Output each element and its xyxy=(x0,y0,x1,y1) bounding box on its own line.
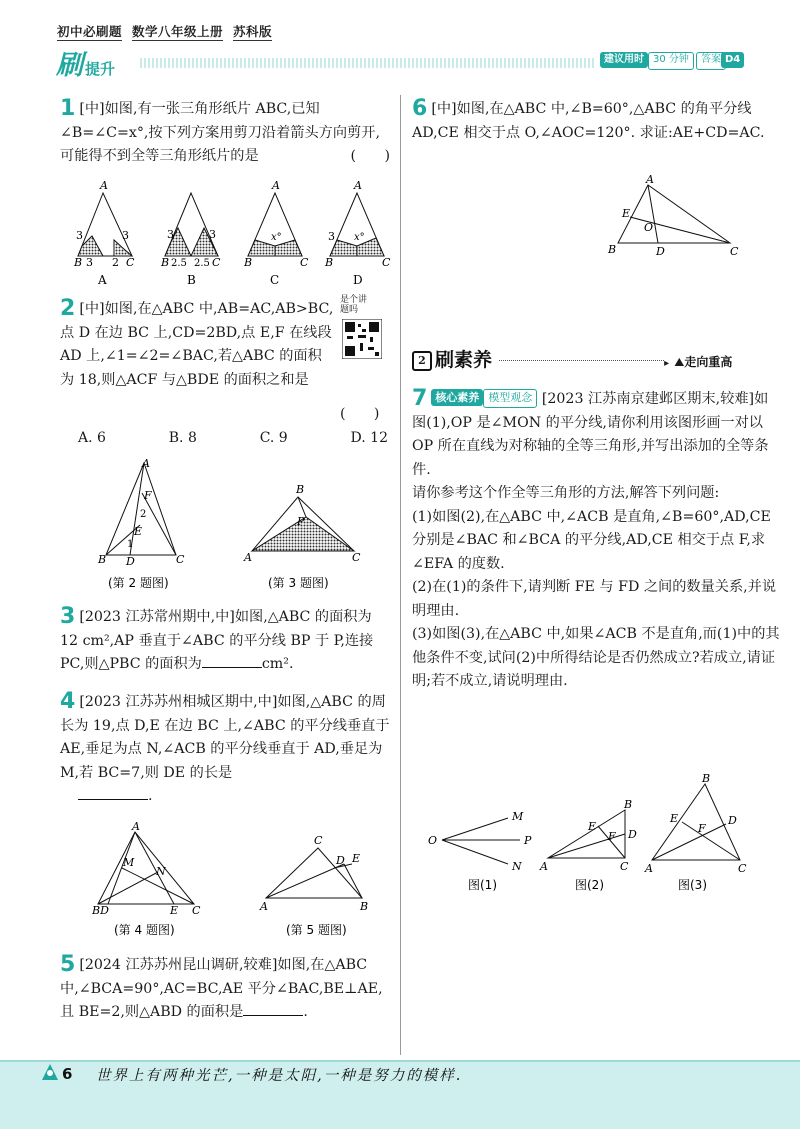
qr-caption: 是个讲题吗 xyxy=(340,295,368,315)
label: A xyxy=(540,860,548,873)
label: N xyxy=(512,860,522,873)
option-d-figure xyxy=(324,180,391,287)
option-c-figure xyxy=(243,180,309,287)
label: B xyxy=(244,256,253,269)
question-5 xyxy=(60,954,390,1025)
footer-line xyxy=(0,1060,800,1062)
label: 2.5 xyxy=(194,258,210,269)
label: 3 xyxy=(167,228,174,241)
label: x° xyxy=(354,232,365,243)
section-badge: 2 xyxy=(412,351,432,371)
fig2-caption: 图(2) xyxy=(575,878,604,892)
label: E xyxy=(134,525,143,538)
section-header xyxy=(412,345,782,371)
q3-figure xyxy=(243,483,361,564)
label: D xyxy=(126,555,135,568)
q5-fig-caption: (第 5 题图) xyxy=(286,923,347,937)
q4-fig-caption: (第 4 题图) xyxy=(114,923,175,937)
q2-q3-figures xyxy=(90,455,390,595)
option-label: C xyxy=(270,273,280,287)
series-subject: 数学八年级上册 xyxy=(132,24,224,39)
label: A xyxy=(244,551,252,564)
q7-figure-3 xyxy=(644,772,747,875)
question-text: [中]如图,有一张三角形纸片 ABC,已知∠B=∠C=x°,按下列方案用剪刀沿着箭头方向剪开,可能得不到全等三角形纸片的是 xyxy=(60,101,380,164)
label: C xyxy=(300,256,309,269)
label: B xyxy=(624,798,633,811)
arrow-icon: ▸ xyxy=(664,358,670,369)
fig1-caption: 图(1) xyxy=(468,878,497,892)
tag-model-concept: 模型观念 xyxy=(483,389,537,408)
question-text-end: cm². xyxy=(261,656,294,672)
book-series-header xyxy=(57,22,282,40)
option-b[interactable]: B. 8 xyxy=(168,430,197,446)
time-value: 30 分钟 xyxy=(648,52,694,70)
question-text: [中]如图,在△ABC 中,AB=AC,AB>BC,点 D 在边 BC 上,CD=2BD,点 E,F 在线段 AD 上,∠1=∠2=∠BAC,若△ABC 的面积为 18,则△ACF 与△BDE 的面积之和是 xyxy=(60,301,334,388)
label: 3 xyxy=(209,228,216,241)
q6-figure xyxy=(600,175,750,265)
label: 2 xyxy=(140,509,147,520)
label: B xyxy=(608,243,617,256)
section-brand xyxy=(56,43,115,82)
question-part-1: (1)如图(2),在△ABC 中,∠ACB 是直角,∠B=60°,AD,CE 分别是∠BAC 和∠BCA 的平分线,AD,CE 相交于点 F,求∠EFA 的度数. xyxy=(412,508,771,572)
label: C xyxy=(212,256,221,269)
q5-figure xyxy=(259,834,368,913)
question-text: 如图(1),OP 是∠MON 的平分线,请你利用该图形画一对以 OP 所在直线为对称轴的全等三角形,并写出添加的全等条件. xyxy=(412,391,769,478)
label: A xyxy=(645,862,653,875)
label: C xyxy=(176,553,185,566)
label: B xyxy=(74,256,83,269)
label: A xyxy=(272,180,280,192)
label: E xyxy=(622,207,631,220)
label: B xyxy=(296,483,305,496)
q7-figure-2 xyxy=(539,798,637,873)
label: D xyxy=(728,814,737,827)
q2-options xyxy=(78,430,388,446)
answer-page: D4 xyxy=(721,52,744,68)
time-label: 建议用时 xyxy=(600,52,648,68)
label: 3 xyxy=(122,229,129,242)
question-number: 1 xyxy=(60,96,76,121)
question-part-3: (3)如图(3),在△ABC 中,如果∠ACB 不是直角,而(1)中的其他条件不变,试问(2)中所得结论是否仍然成立?若成立,请证明;若不成立,请说明理由. xyxy=(412,626,780,689)
question-6 xyxy=(412,98,782,145)
label: F xyxy=(144,489,152,502)
section-subtitle: 走向重高 xyxy=(684,355,733,369)
label: E xyxy=(588,820,597,833)
answer-paren: ( ) xyxy=(350,148,390,164)
answer-paren: ( ) xyxy=(340,406,380,422)
label: C xyxy=(126,256,135,269)
section-dotted-line xyxy=(499,360,664,361)
label: B xyxy=(325,256,334,269)
q2-figure xyxy=(97,457,185,568)
header-dotted-band xyxy=(140,58,595,68)
label: A xyxy=(354,180,362,192)
question-2 xyxy=(60,298,335,392)
label: C xyxy=(738,862,747,875)
label: A xyxy=(646,175,654,186)
label: D xyxy=(336,854,345,867)
question-7 xyxy=(412,388,782,694)
question-part-2: (2)在(1)的条件下,请判断 FE 与 FD 之间的数量关系,并说明理由. xyxy=(412,579,777,619)
question-paragraph: 请你参考这个作全等三角形的方法,解答下列问题: xyxy=(412,485,720,501)
question-number: 4 xyxy=(60,689,76,714)
brand-small: 提升 xyxy=(85,60,116,78)
q7-figure-1 xyxy=(428,810,532,873)
option-a-figure xyxy=(73,180,135,287)
label: O xyxy=(428,834,438,847)
question-text: [2023 江苏常州期中,中]如图,△ABC 的面积为 12 cm²,AP 垂直于∠ABC 的平分线 BP 于 P,连接 PC,则△PBC 的面积为 xyxy=(60,609,374,672)
label: 3 xyxy=(328,230,335,243)
question-1 xyxy=(60,98,390,169)
question-text: [2024 江苏苏州昆山调研,较难]如图,在△ABC 中,∠BCA=90°,AC=BC,AE 平分∠BAC,BE⊥AE,且 BE=2,则△ABD 的面积是 xyxy=(60,957,383,1020)
label: P xyxy=(297,515,305,528)
label: C xyxy=(730,245,739,258)
label: B xyxy=(360,900,369,913)
q4-figure xyxy=(91,820,201,917)
label: B xyxy=(702,772,711,785)
option-label: B xyxy=(187,273,196,287)
q1-figures xyxy=(70,180,395,290)
label: C xyxy=(314,834,323,847)
option-a[interactable]: A. 6 xyxy=(78,430,106,446)
label: M xyxy=(123,856,135,869)
question-text: [中]如图,在△ABC 中,∠B=60°,△ABC 的角平分线 AD,CE 相交于点 O,∠AOC=120°. 求证:AE+CD=AC. xyxy=(412,101,765,141)
tag-core-literacy: 核心素养 xyxy=(431,389,483,406)
label: C xyxy=(192,904,201,917)
section-title: 刷素养 xyxy=(435,349,493,371)
label: 3 xyxy=(76,229,83,242)
question-number: 3 xyxy=(60,604,76,629)
label: E xyxy=(170,904,179,917)
column-divider xyxy=(400,95,401,1055)
question-number: 2 xyxy=(60,296,76,321)
label: 2.5 xyxy=(171,258,187,269)
label: F xyxy=(698,822,706,835)
label: P xyxy=(524,834,532,847)
answer-blank[interactable] xyxy=(243,1015,303,1016)
label: A xyxy=(132,820,140,833)
label: D xyxy=(628,828,637,841)
label: C xyxy=(620,860,629,873)
series-name: 初中必刷题 xyxy=(57,24,123,39)
q4-q5-figures xyxy=(90,820,390,945)
question-4: 4 [2023 江苏苏州相城区期中,中]如图,△ABC 的周长为 19,点 D,E 在边 BC 上,∠ABC 的平分线垂直于 AE,垂足为点 N,∠ACB 的平分线垂直于 AD,垂足为 M,若 BC=7,则 DE 的长是 . xyxy=(60,689,390,804)
option-b-figure xyxy=(160,193,221,287)
label: F xyxy=(608,830,616,843)
label: B xyxy=(161,256,170,269)
brand-big: 刷 xyxy=(56,50,83,81)
question-number: 5 xyxy=(60,952,76,977)
fig3-caption: 图(3) xyxy=(678,878,707,892)
label: E xyxy=(352,852,361,865)
question-3 xyxy=(60,606,390,677)
footer-motto: 世界上有两种光芒,一种是太阳,一种是努力的模样. xyxy=(96,1068,463,1084)
label: 3 xyxy=(86,256,93,269)
mascot-icon xyxy=(40,1062,60,1082)
option-c[interactable]: C. 9 xyxy=(259,430,288,446)
question-number: 6 xyxy=(412,96,428,121)
answer-blank[interactable] xyxy=(78,799,148,800)
label: M xyxy=(512,810,524,823)
label: 1 xyxy=(127,539,134,550)
label: A xyxy=(260,900,268,913)
label: C xyxy=(382,256,391,269)
label: N xyxy=(156,865,166,878)
option-label: A xyxy=(98,273,107,287)
page-number: 6 xyxy=(62,1065,73,1083)
label: 2 xyxy=(112,256,119,269)
question-number: 7 xyxy=(412,386,428,411)
answer-blank[interactable] xyxy=(202,667,262,668)
q3-fig-caption: (第 3 题图) xyxy=(268,576,329,590)
qr-code-icon xyxy=(342,319,382,359)
label: E xyxy=(670,812,679,825)
question-text: [2023 江苏苏州相城区期中,中]如图,△ABC 的周长为 19,点 D,E 在边 BC 上,∠ABC 的平分线垂直于 AE,垂足为点 N,∠ACB 的平分线垂直于 AD,垂足为 M,若 BC=7,则 DE 的长是 xyxy=(60,694,390,781)
label: D xyxy=(656,245,665,258)
q7-figures xyxy=(420,772,790,897)
option-label: D xyxy=(353,273,363,287)
question-source: [2023 江苏南京建邺区期末,较难] xyxy=(541,391,755,407)
label: A xyxy=(100,180,108,192)
answer-label: 答案 xyxy=(696,52,726,70)
climb-icon: ⛰ xyxy=(674,355,685,369)
label: BD xyxy=(92,904,109,917)
label: C xyxy=(352,551,361,564)
label: A xyxy=(142,457,150,470)
question-text-end: . xyxy=(303,1004,308,1020)
qr-code-block[interactable] xyxy=(340,295,398,361)
label: O xyxy=(644,221,654,234)
label: x° xyxy=(271,232,282,243)
option-d[interactable]: D. 12 xyxy=(350,430,388,446)
q2-fig-caption: (第 2 题图) xyxy=(108,576,169,590)
series-edition: 苏科版 xyxy=(233,24,273,39)
label: B xyxy=(98,553,107,566)
